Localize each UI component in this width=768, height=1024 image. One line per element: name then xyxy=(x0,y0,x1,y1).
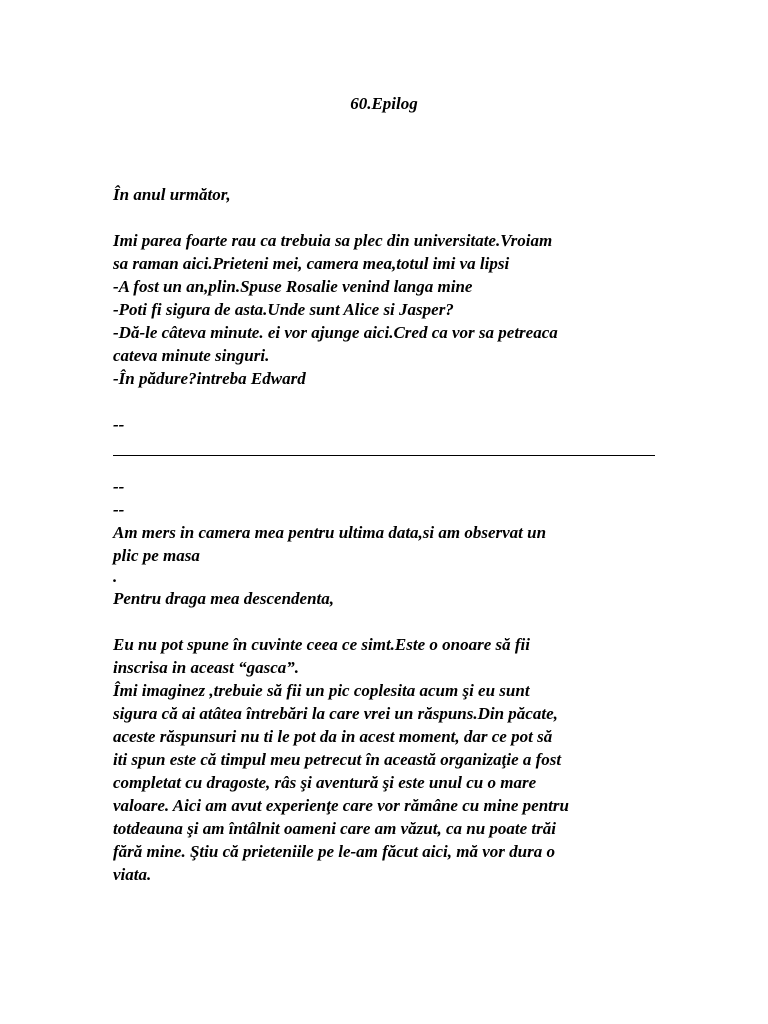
paragraph-line: Imi parea foarte rau ca trebuia sa plec din universitate.Vroiam xyxy=(113,231,553,250)
dash-separator: -- xyxy=(113,500,125,519)
paragraph-line: -În pădure?intreba Edward xyxy=(113,369,306,388)
letter-line: completat cu dragoste, râs şi aventură şi este unul cu o mare xyxy=(113,773,537,792)
spacer xyxy=(113,390,673,413)
dot-marker: . xyxy=(113,567,118,586)
paragraph-line: Am mers in camera mea pentru ultima data,si am observat un xyxy=(113,523,547,542)
heading-line: În anul următor, xyxy=(113,185,231,204)
page-title: 60.Epilog xyxy=(350,94,418,113)
paragraph-line: cateva minute singuri. xyxy=(113,346,270,365)
spacer xyxy=(113,459,673,475)
document-body xyxy=(113,183,673,886)
letter-line: iti spun este că timpul meu petrecut în această organizaţie a fost xyxy=(113,750,562,769)
paragraph-line: plic pe masa xyxy=(113,546,200,565)
letter-salutation: Pentru draga mea descendenta, xyxy=(113,589,334,608)
letter-line: totdeauna şi am întâlnit oameni care am văzut, ca nu poate trăi xyxy=(113,819,556,838)
letter-line: Îmi imaginez ,trebuie să fii un pic coplesita acum şi eu sunt xyxy=(113,681,530,700)
paragraph-line: -Poti fi sigura de asta.Unde sunt Alice si Jasper? xyxy=(113,300,454,319)
letter-line: valoare. Aici am avut experienţe care vor rămâne cu mine pentru xyxy=(113,796,569,815)
spacer xyxy=(113,206,673,229)
letter-line: sigura că ai atâtea întrebări la care vrei un răspuns.Din păcate, xyxy=(113,704,558,723)
letter-line: Eu nu pot spune în cuvinte ceea ce simt.Este o onoare să fii xyxy=(113,635,530,654)
paragraph-line: -Dă-le câteva minute. ei vor ajunge aici.Cred ca vor sa petreaca xyxy=(113,323,558,342)
paragraph-line: -A fost un an,plin.Spuse Rosalie venind langa mine xyxy=(113,277,473,296)
letter-line: fără mine. Ştiu că prieteniile pe le-am făcut aici, mă vor dura o xyxy=(113,842,555,861)
dash-separator: -- xyxy=(113,477,125,496)
dash-separator: -- xyxy=(113,415,125,434)
horizontal-rule xyxy=(113,455,655,456)
spacer xyxy=(113,610,673,633)
letter-line: inscrisa in aceast “gasca”. xyxy=(113,658,300,677)
letter-line: aceste răspunsuri nu ti le pot da in acest moment, dar ce pot să xyxy=(113,727,553,746)
letter-line: viata. xyxy=(113,865,152,884)
paragraph-line: sa raman aici.Prieteni mei, camera mea,totul imi va lipsi xyxy=(113,254,510,273)
